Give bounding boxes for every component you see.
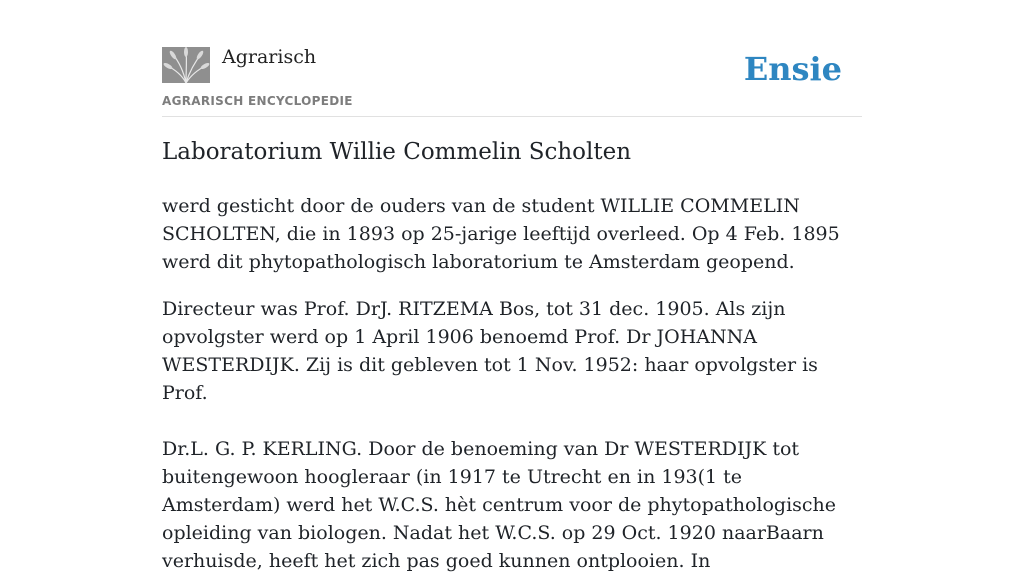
article-paragraph: Directeur was Prof. DrJ. RITZEMA Bos, tot 31 dec. 1905. Als zijn opvolgster werd op 1 April 1906 benoemd Prof. Dr JOHANNA WESTERDIJK. Zij is dit gebleven tot 1 Nov. 1952: haar opvolgster is Prof. (162, 298, 818, 404)
article-paragraph: werd gesticht door de ouders van de student WILLIE COMMELIN SCHOLTEN, die in 1893 op 25-jarige leeftijd overleed. Op 4 Feb. 1895 werd dit phytopathologisch laboratorium te Amsterdam geopend. (162, 195, 840, 273)
site-logo[interactable]: Ensie (743, 50, 842, 88)
brand-subtitle: AGRARISCH ENCYCLOPEDIE (162, 94, 353, 108)
article-paragraph: Dr.L. G. P. KERLING. Door de benoeming van Dr WESTERDIJK tot buitengewoon hoogleraar (in 1917 te Utrecht en in 193(1 te Amsterdam) werd het W.C.S. hèt centrum voor de phytopathologische opleiding van biologen. Nadat het W.C.S. op 29 Oct. 1920 naarBaarn verhuisde, heeft het zich pas goed kunnen ontplooien. In (162, 438, 837, 572)
wheat-icon[interactable] (162, 47, 210, 83)
article-body (162, 192, 862, 575)
brand-name[interactable]: Agrarisch (222, 46, 317, 68)
site-header (162, 44, 862, 117)
article-title: Laboratorium Willie Commelin Scholten (162, 139, 632, 165)
